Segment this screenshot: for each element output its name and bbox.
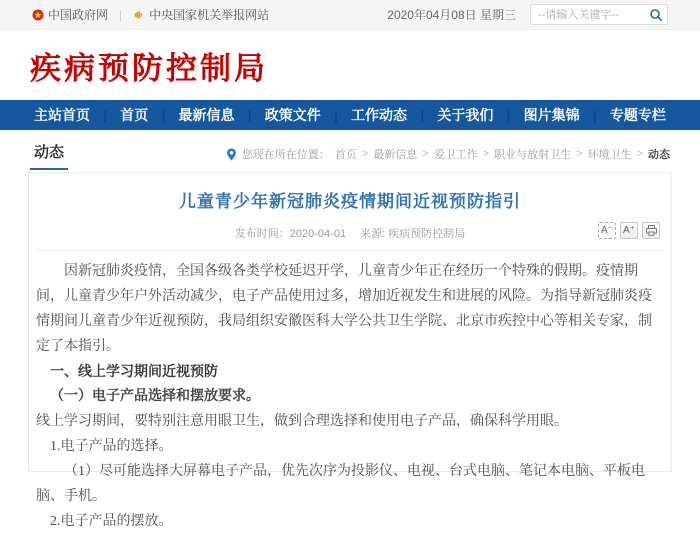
font-smaller-button[interactable]: A⁻ (598, 222, 616, 239)
nav-item-2[interactable]: 最新信息 (178, 107, 235, 123)
gov-site-link[interactable] (32, 6, 108, 23)
nav-separator: | (506, 107, 511, 123)
article-paragraph: 2.电子产品的摆放。 (50, 514, 173, 529)
crumb-link-0[interactable]: 首页 (334, 149, 357, 161)
search-input[interactable] (538, 9, 649, 21)
nav-separator: | (334, 107, 338, 123)
source-value: 疾病预防控制局 (388, 228, 466, 240)
nav-separator: | (420, 107, 425, 123)
national-emblem-icon (32, 9, 44, 21)
search-icon[interactable] (649, 8, 663, 22)
topbar-separator: | (119, 7, 123, 22)
article-meta (34, 225, 666, 243)
report-site-label: 中央国家机关举报网站 (149, 8, 270, 22)
location-label: 您现在所在位置： (241, 149, 330, 161)
nav-separator: | (103, 107, 107, 123)
crumb-link-1[interactable]: 最新信息 (373, 149, 418, 161)
crumb-separator: > (361, 148, 369, 160)
nav-separator: | (161, 107, 166, 123)
location-pin-icon (226, 148, 237, 161)
crumb-separator: > (636, 148, 643, 160)
site-title[interactable]: 疾病预防控制局 (30, 50, 268, 86)
breadcrumb-path (335, 146, 670, 162)
article-paragraph: 线上学习期间，要特别注意用眼卫生，做到合理选择和使用电子产品，确保科学用眼。 (36, 414, 568, 429)
article-paragraph: （一）电子产品选择和摆放要求。 (50, 389, 260, 404)
gov-site-label: 中国政府网 (48, 8, 109, 22)
report-site-icon (133, 9, 145, 21)
article-body (34, 251, 666, 534)
main-nav (0, 100, 700, 130)
article-title: 儿童青少年新冠肺炎疫情期间近视预防指引 (179, 192, 521, 211)
article-box (28, 172, 672, 529)
nav-item-5[interactable]: 关于我们 (437, 107, 494, 123)
crumb-separator: > (482, 148, 490, 160)
publish-date: 2020-04-01 (289, 228, 347, 240)
nav-item-6[interactable]: 图片集锦 (523, 107, 580, 123)
crumb-link-3[interactable]: 职业与放射卫生 (494, 149, 572, 161)
nav-item-3[interactable]: 政策文件 (264, 107, 321, 123)
current-date: 2020年04月08日 星期三 (387, 8, 516, 22)
report-site-link[interactable] (133, 6, 269, 23)
top-utility-bar (0, 0, 700, 30)
crumb-separator: > (576, 148, 583, 160)
article-paragraph: 因新冠肺炎疫情，全国各级各类学校延迟开学，儿童青少年正在经历一个特殊的假期。疫情期间，儿童青少年户外活动减少，电子产品使用过多，增加近视发生和进展的风险。为指导新冠肺炎疫情期间儿童青少年近视预防，我局组织安徽医科大学公共卫生学院、北京市疾控中心等相关专家，制定了本指引。 (36, 264, 652, 354)
nav-separator: | (247, 107, 252, 123)
source-label: 来源: (360, 228, 386, 240)
crumb-separator: > (422, 148, 429, 160)
tab-dongtai[interactable]: 动态 (30, 141, 68, 170)
search-box (530, 4, 668, 25)
breadcrumb-row (0, 130, 700, 170)
masthead (0, 30, 700, 100)
nav-separator: | (592, 107, 597, 123)
article-paragraph: 1.电子产品的选择。 (50, 439, 173, 454)
crumb-link-2[interactable]: 爱卫工作 (433, 149, 478, 161)
print-button[interactable] (642, 222, 660, 239)
article-paragraph: 一、线上学习期间近视预防 (50, 363, 218, 379)
breadcrumb (226, 146, 670, 170)
article-paragraph: （1）尽可能选择大屏幕电子产品，优先次序为投影仪、电视、台式电脑、笔记本电脑、平板电脑、手机。 (36, 464, 645, 504)
nav-item-7[interactable]: 专题专栏 (609, 107, 666, 123)
nav-item-4[interactable]: 工作动态 (351, 107, 408, 123)
font-larger-button[interactable]: A⁺ (620, 222, 638, 239)
article-tools (598, 222, 660, 239)
nav-item-1[interactable]: 首页 (120, 107, 149, 123)
crumb-link-4[interactable]: 环境卫生 (587, 149, 632, 161)
crumb-current: 动态 (648, 149, 670, 161)
printer-icon (646, 225, 657, 236)
publish-label: 发布时间： (234, 228, 290, 240)
nav-item-0[interactable]: 主站首页 (34, 107, 90, 123)
